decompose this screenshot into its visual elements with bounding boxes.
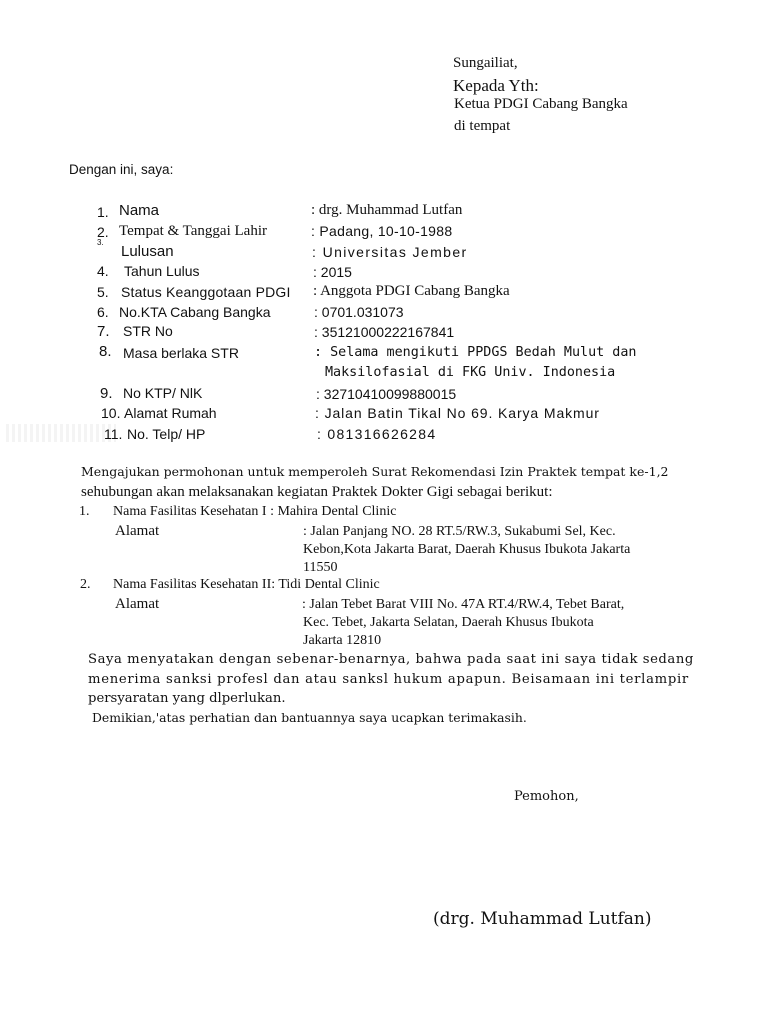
field-label: No.KTA Cabang Bangka [119,304,271,320]
recipient-location: di tempat [454,118,511,134]
place-date: Sungailiat, [453,55,518,71]
facility-address-line: Kec. Tebet, Jakarta Selatan, Daerah Khusus Ibukota [303,615,594,630]
facility-address-label: Alamat [115,596,160,612]
signature-label: Pemohon, [514,789,579,804]
field-value: : 0701.031073 [314,304,404,320]
statement-line: menerima sanksi profesl dan atau sanksl hukum apapun. Beisamaan ini terlampir [88,672,689,687]
facility-address-line: 11550 [303,560,338,575]
field-value: : 32710410099880015 [316,386,457,402]
field-number: 3. [97,238,104,247]
field-label: Alamat Rumah [124,405,217,421]
recipient: Ketua PDGI Cabang Bangka [454,96,628,112]
field-label: Tahun Lulus [124,263,200,279]
field-number: 7. [97,323,110,340]
field-value: : drg. Muhammad Lutfan [311,202,463,218]
field-label: No KTP/ NlK [123,385,203,401]
field-label: Tempat & Tanggai Lahir [119,223,267,239]
facility-address-line: Jakarta 12810 [303,633,382,648]
facility-address-label: Alamat [115,523,160,539]
field-label: Masa berlaka STR [123,345,239,361]
field-number: 9. [100,385,113,402]
facility-number: 2. [80,577,91,592]
field-value: : Jalan Batin Tikal No 69. Karya Makmur [315,405,600,421]
facility-number: 1. [79,504,90,519]
field-label: Nama [119,202,160,219]
field-value: : Universitas Jember [312,244,468,260]
field-value-continued: Maksilofasial di FKG Univ. Indonesia [325,365,616,380]
closing-line: Demikian,'atas perhatian dan bantuannya saya ucapkan terimakasih. [92,710,527,725]
field-number: 10. [101,405,121,421]
facility-name: Nama Fasilitas Kesehatan I : Mahira Dental Clinic [113,504,397,519]
field-value: : 35121000222167841 [314,324,455,340]
field-number: 6. [97,304,109,320]
field-value: : Selama mengikuti PPDGS Bedah Mulut dan [314,345,637,360]
request-line: Mengajukan permohonan untuk memperoleh Surat Rekomendasi Izin Praktek tempat ke-1,2 [81,464,669,479]
field-label: Status Keanggotaan PDGI [121,284,291,300]
facility-address-line: : Jalan Tebet Barat VIII No. 47A RT.4/RW.4, Tebet Barat, [302,597,625,612]
opening-line: Dengan ini, saya: [69,162,174,177]
facility-name: Nama Fasilitas Kesehatan II: Tidi Dental Clinic [113,577,380,592]
field-number: 8. [99,343,112,360]
field-value: : 2015 [313,264,352,280]
signatory-name: (drg. Muhammad Lutfan) [433,909,652,929]
statement-line: Saya menyatakan dengan sebenar-benarnya, bahwa pada saat ini saya tidak sedang [88,652,694,667]
scan-artifact [6,424,116,442]
field-value: : Padang, 10-10-1988 [311,223,453,239]
salutation: Kepada Yth: [453,76,539,95]
field-label: No. Telp/ HP [127,426,206,442]
field-number: 1. [97,204,109,220]
field-value: : 081316626284 [317,426,437,442]
field-number: 2. [97,224,109,240]
statement-line: persyaratan yang dlperlukan. [88,691,286,706]
facility-address-line: : Jalan Panjang NO. 28 RT.5/RW.3, Sukabumi Sel, Kec. [303,524,616,539]
field-number: 5. [97,284,109,300]
field-number: 4. [97,263,109,279]
facility-address-line: Kebon,Kota Jakarta Barat, Daerah Khusus Ibukota Jakarta [303,542,631,557]
field-number: 11. [104,426,123,442]
field-value: : Anggota PDGI Cabang Bangka [313,283,510,299]
field-label: STR No [123,323,173,339]
request-line: sehubungan akan melaksanakan kegiatan Praktek Dokter Gigi sebagai berikut: [81,484,553,500]
field-label: Lulusan [121,243,174,260]
